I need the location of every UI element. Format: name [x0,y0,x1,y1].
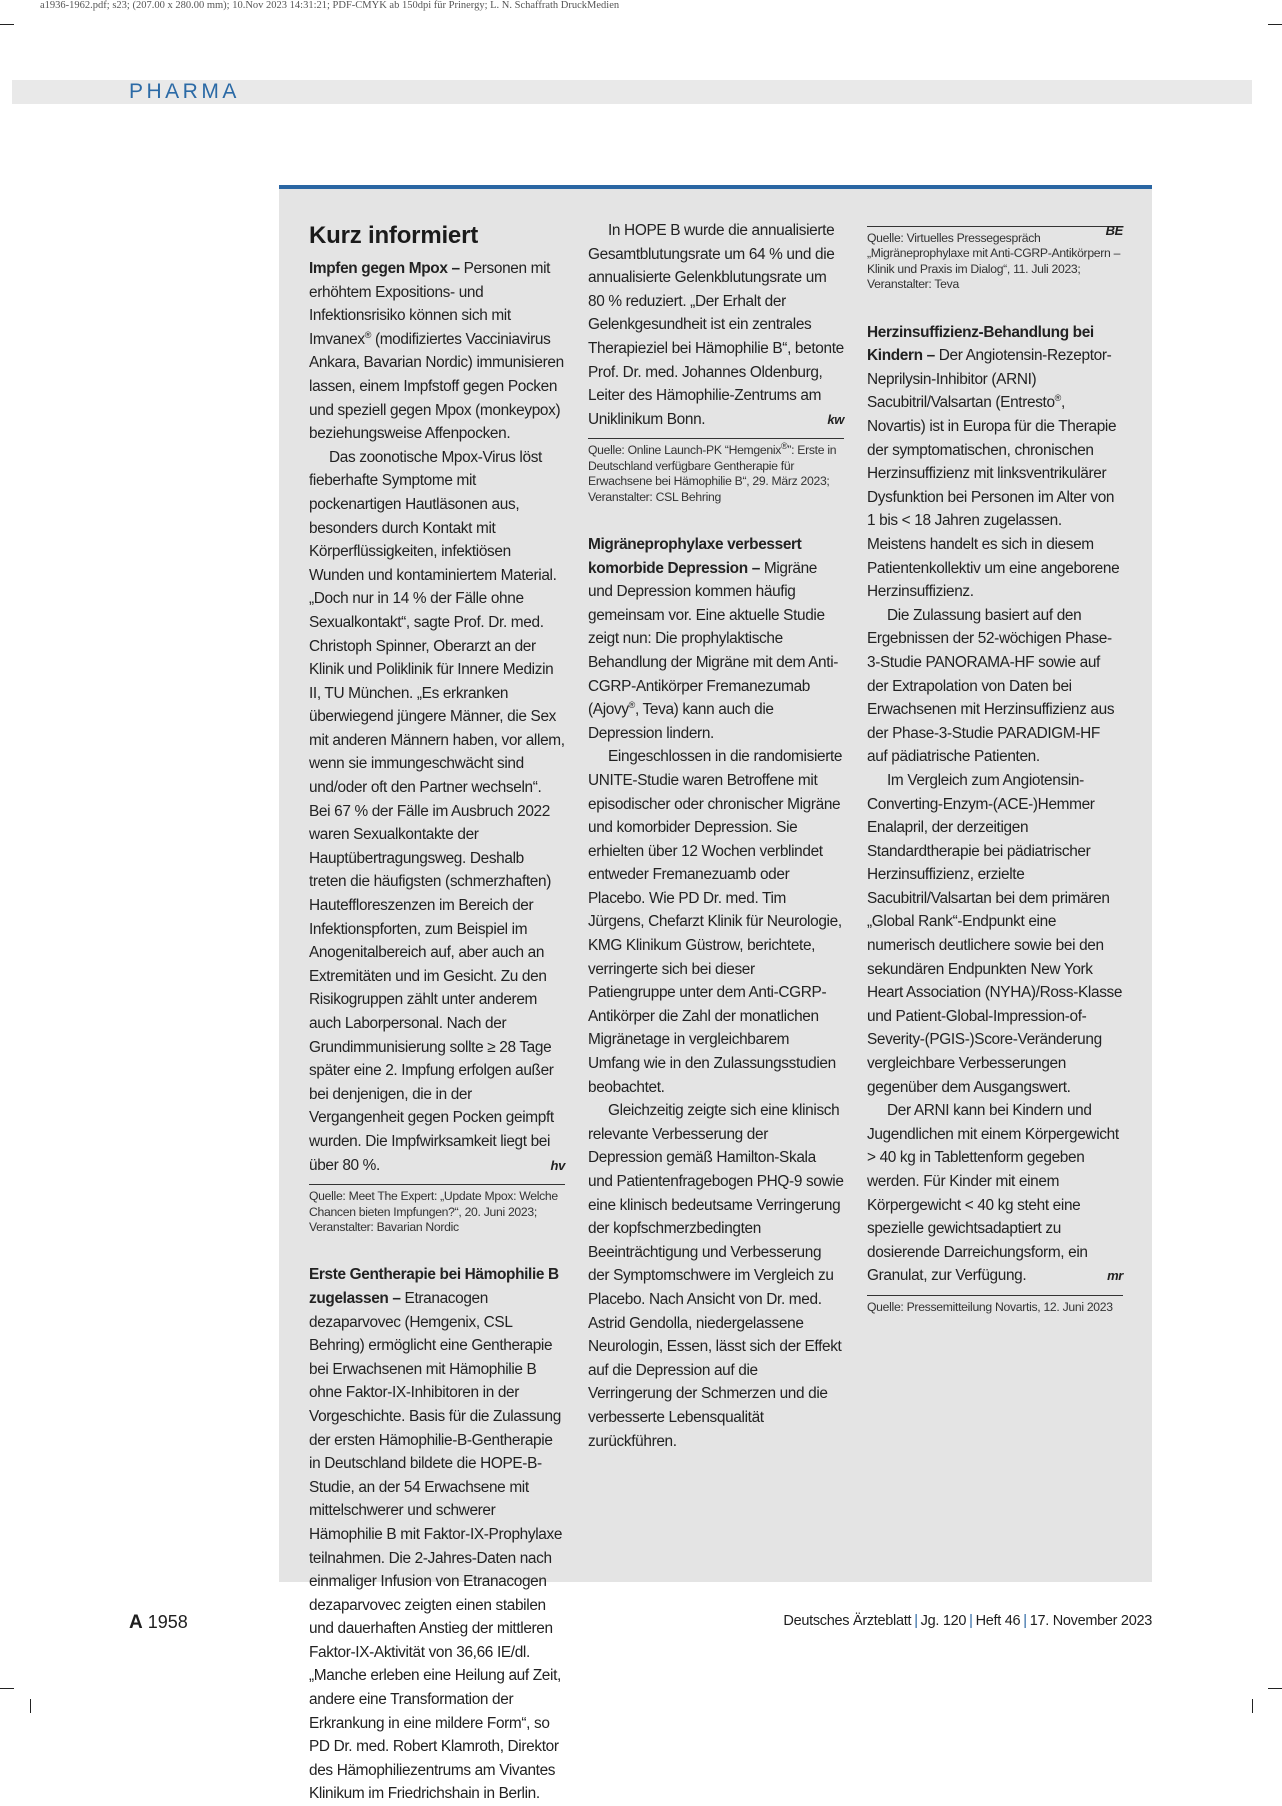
text: ”: Erste in Deutschland verfügbare Gentherapie für Erwachsene bei Hämophilie B“, 29. März 2023; Veranstalter: CSL Behring [588,443,837,504]
text: Der ARNI kann bei Kindern und Jugendlichen mit einem Körpergewicht > 40 kg in Tablettenform gegeben werden. Für Kinder mit einem Körpergewicht < 40 kg steht eine spezielle gewichtsadaptiert zu dosierende Darreichungsform, ein Granulat, zur Verfügung. [867,1102,1119,1285]
text: Migräne und Depression kommen häufig gemeinsam vor. Eine aktuelle Studie zeigt nun: Die prophylaktische Behandlung der Migräne mit dem Anti-CGRP-Antikörper Fremanezumab (Ajovy [588,559,839,719]
journal-volume: Jg. 120 [920,1613,967,1629]
column-3 [867,219,1123,1315]
author-signature: hv [550,1157,565,1173]
article-paragraph [309,1263,565,1806]
text: Das zoonotische Mpox-Virus löst fieberhafte Symptome mit pockenartigen Hautläsonen aus, besonders durch Kontakt mit Körperflüssigkeiten, infektiösen Wunden und kontaminiertem Material. „Doch nur in 14 % der Fälle ohne Sexualkontakt“, sagte Prof. Dr. med. Christoph Spinner, Oberarzt an der Klinik und Poliklinik für Innere Medizin II, TU München. „Es erkranken überwiegend jüngere Männer, die Sex mit anderen Männern haben, vor allem, wenn sie immungeschwächt sind und/oder oft den Partner wechseln“. Bei 67 % der Fälle im Ausbruch 2022 waren Sexualkontakte der Hauptübertragungsweg. Deshalb treten die häufigsten (schmerzhaften) Hauteffloreszenzen im Bereich der Infektionspforten, zum Beispiel im Anogenitalbereich auf, aber auch an Extremitäten und im Gesicht. Zu den Risikogruppen zählt unter anderem auch Laborpersonal. Nach der Grundimmunisierung sollte ≥ 28 Tage später eine 2. Impfung erfolgen außer bei denjenigen, die in der Vergangenheit gegen Pocken geimpft wurden. Die Impfwirksamkeit liegt bei über 80 %. [309,448,565,1174]
folio-number: 1958 [147,1612,188,1632]
source-note: Quelle: Virtuelles Pressegespräch „Migräneprophylaxe mit Anti-CGRP-Antikörpern – Klinik und Praxis im Dialog“, 11. Juli 2023; Veranstalter: Teva [867,226,1123,293]
text: (modifiziertes Vacciniavirus Ankara, Bavarian Nordic) immunisieren lassen, einem Impfstoff gegen Pocken und speziell gegen Mpox (monkeypox) beziehungsweise Affenpocken. [309,330,564,443]
text: Der Angiotensin-Rezeptor-Neprilysin-Inhibitor (ARNI) Sacubitril/Valsartan (Entresto [867,347,1112,412]
separator: | [914,1613,918,1629]
text: In HOPE B wurde die annualisierte Gesamtblutungsrate um 64 % und die annualisierte Gelenkblutungsrate um 80 % reduziert. „Der Erhalt der Gelenkgesundheit ist ein zentrales Therapieziel bei Hämophilie B“, betonte Prof. Dr. med. Johannes Oldenburg, Leiter des Hämophilie-Zentrums am Uniklinikum Bonn. [588,222,844,428]
article-paragraph: Im Vergleich zum Angiotensin-Converting-Enzym-(ACE-)Hemmer Enalapril, der derzeitigen Standardtherapie bei pädiatrischer Herzinsuffizienz, erzielte Sacubitril/Valsartan bei dem primären „Global Rank“-Endpunkt eine numerisch deutlichere sowie bei den sekundären Endpunkten New York Heart Association (NYHA)/Ross-Klasse und Patient-Global-Impression-of-Severity-(PGIS-)Score-Veränderung vergleichbare Verbesserungen gegenüber dem Ausgangswert. [867,771,1123,1096]
journal-issue: Heft 46 [975,1613,1021,1629]
crop-mark [0,1688,14,1689]
box-title: Kurz informiert [309,222,479,249]
print-info: a1936-1962.pdf; s23; (207.00 x 280.00 mm); 10.Nov 2023 14:31:21; PDF-CMYK ab 150dpi für Prinergy; L. N. Schaffrath DruckMedien [40,0,620,11]
separator: | [1023,1613,1027,1629]
crop-mark [1268,24,1282,25]
article-paragraph: Gleichzeitig zeigte sich eine klinisch relevante Verbesserung der Depression gemäß Hamilton-Skala und Patientenfragebogen PHQ-9 sowie eine klinisch bedeutsame Verringerung der kopfschmerzbedingten Beeinträchtigung und Verbesserung der Symptomschwere im Vergleich zu Placebo. Nach Ansicht von Dr. med. Astrid Gendolla, niedergelassene Neurologin, Essen, lässt sich der Effekt auf die Depression auf die Verringerung der Schmerzen und die verbesserte Lebensqualität zurückführen. [588,1102,844,1450]
registered-mark: ® [628,700,635,710]
column-2 [588,219,844,1453]
text: , Teva) kann auch die Depression lindern. [588,701,774,742]
page-number [129,1612,188,1634]
article-paragraph [588,533,844,745]
text: , Novartis) ist in Europa für die Therapie der symptomatischen, chronischen Herzinsuffizienz mit linksventrikulärer Dysfunktion bei Personen im Alter von 1 bis < 18 Jahren zugelassen. Meistens handelt es sich in diesem Patientenkollektiv um eine angeborene Herzinsuffizienz. [867,394,1120,601]
article-lead: Migräneprophylaxe verbessert komorbide Depression – [588,535,802,577]
journal-info [783,1613,1152,1629]
registered-mark: ® [364,329,372,340]
text: Personen mit erhöhtem Expositions- und Infektionsrisiko können sich mit Imvanex [309,260,551,348]
text: Quelle: Online Launch-PK “Hemgenix [588,443,782,458]
author-signature: BE [1105,223,1123,238]
article-lead: Herzinsuffizienz-Behandlung bei Kindern – [867,323,1094,365]
journal-name: Deutsches Ärzteblatt [783,1613,912,1629]
article-lead: Erste Gentherapie bei Hämophilie B zugelassen – [309,1266,559,1307]
article-paragraph [867,1099,1123,1288]
registered-mark: ® [781,441,788,452]
crop-mark [1268,1688,1282,1689]
crop-mark [1252,1699,1253,1713]
article-paragraph [309,257,565,446]
article-lead: Impfen gegen Mpox – [309,260,460,277]
section-label: PHARMA [129,80,240,103]
source-note: Quelle: Pressemitteilung Novartis, 12. Juni 2023 [867,1295,1123,1315]
text: Etranacogen dezaparvovec (Hemgenix, CSL Behring) ermöglicht eine Gentherapie bei Erwachsenen mit Hämophilie B ohne Faktor-IX-Inhibitoren in der Vorgeschichte. Basis für die Zulassung der ersten Hämophilie-B-Gentherapie in Deutschland bildete die HOPE-B-Studie, an der 54 Erwachsene mit mittelschwerer und schwerer Hämophilie B mit Faktor-IX-Prophylaxe teilnahmen. Die 2-Jahres-Daten nach einmaliger Infusion von Etranacogen dezaparvovec zeigten einen stabilen und dauerhaften Anstieg der mittleren Faktor-IX-Aktivität von 36,66 IE/dl. „Manche erleben eine Heilung auf Zeit, andere eine Transformation der Erkrankung in eine mildere Form“, so PD Dr. med. Robert Klamroth, Direktor des Hämophiliezentrums am Vivantes Klinikum im Friedrichshain in Berlin. [309,1289,563,1803]
crop-mark [30,1699,31,1713]
journal-date: 17. November 2023 [1029,1613,1152,1629]
article-paragraph [588,219,844,431]
article-paragraph: Eingeschlossen in die randomisierte UNITE-Studie waren Betroffene mit episodischer oder chronischer Migräne und komorbider Depression. Sie erhielten über 12 Wochen verblindet entweder Fremanezuamb oder Placebo. Wie PD Dr. med. Tim Jürgens, Chefarzt Klinik für Neurologie, KMG Klinikum Güstrow, berichtete, verringerte sich bei dieser Patiengruppe unter dem Anti-CGRP-Antikörper die Zahl der monatlichen Migränetage in vergleichbarem Umfang wie in den Zulassungsstudien beobachtet. [588,748,843,1096]
source-note [588,438,844,505]
article-paragraph: Die Zulassung basiert auf den Ergebnissen der 52-wöchigen Phase-3-Studie PANORAMA-HF sowie auf der Extrapolation von Daten bei Erwachsenen mit Herzinsuffizienz aus der Phase-3-Studie PARADIGM-HF auf pädiatrische Patienten. [867,606,1115,766]
article-paragraph [867,321,1123,604]
crop-mark [0,24,14,25]
author-signature: kw [827,411,844,427]
folio-prefix: A [129,1612,143,1633]
source-note: Quelle: Meet The Expert: „Update Mpox: Welche Chancen bieten Impfungen?“, 20. Juni 2023; Veranstalter: Bavarian Nordic [309,1184,565,1235]
column-1 [309,221,565,1806]
registered-mark: ® [1054,393,1061,404]
separator: | [969,1613,973,1629]
author-signature: mr [1107,1268,1123,1284]
article-paragraph [309,446,565,1177]
